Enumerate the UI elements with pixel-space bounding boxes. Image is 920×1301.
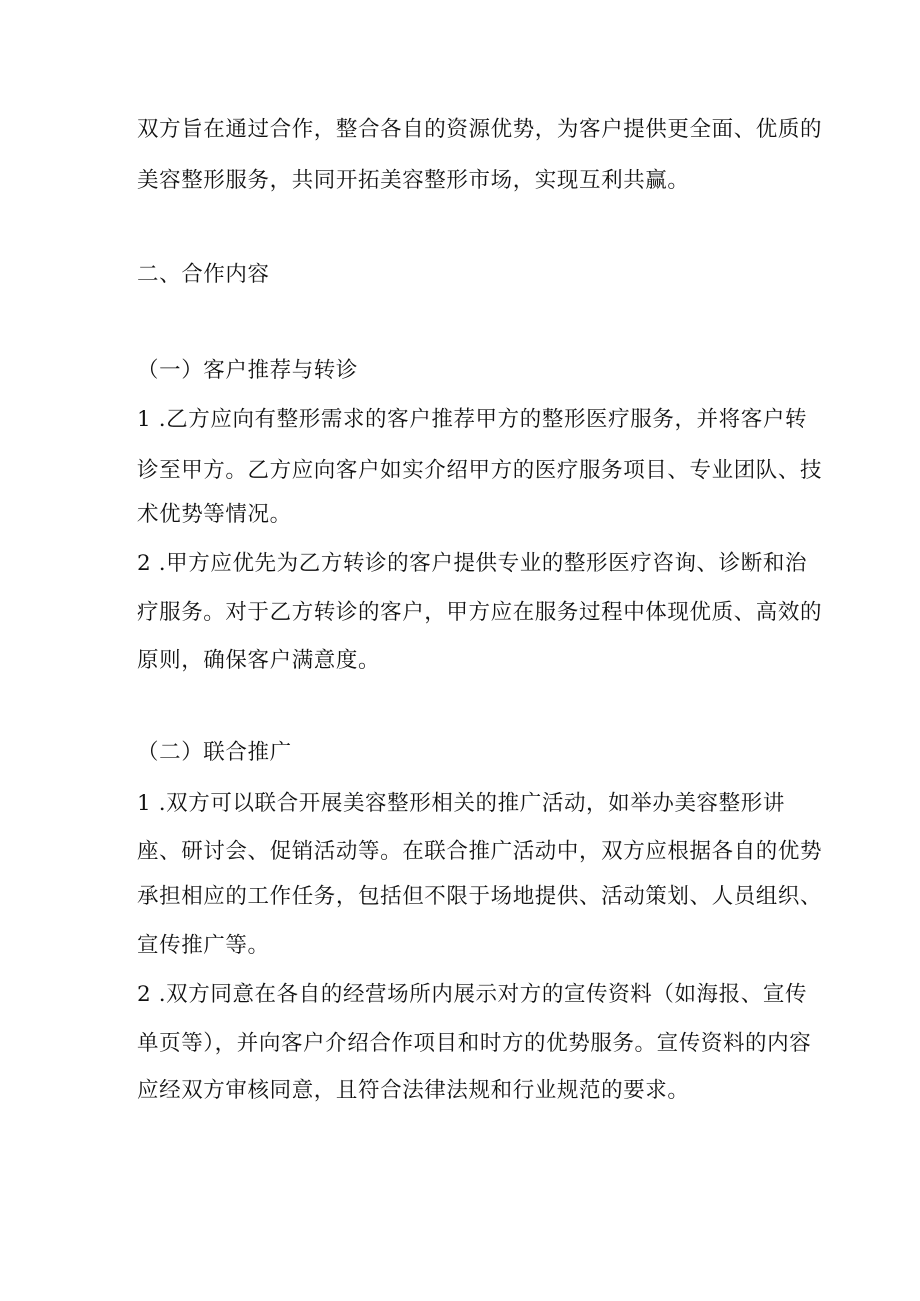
referral-item-1-line-3: 术优势等情况。: [137, 502, 292, 527]
section-heading-cooperation-content: 二、合作内容: [137, 262, 270, 287]
referral-item-2-line-3: 原则，确保客户满意度。: [137, 648, 381, 673]
intro-line-1: 双方旨在通过合作，整合各自的资源优势，为客户提供更全面、优质的: [137, 117, 823, 142]
subsection-heading-referral: （一）客户推荐与转诊: [137, 358, 359, 383]
promotion-item-1-line-1: 1 .双方可以联合开展美容整形相关的推广活动，如举办美容整形讲: [137, 791, 785, 816]
referral-item-2-line-2: 疗服务。对于乙方转诊的客户，甲方应在服务过程中体现优质、高效的: [137, 600, 823, 625]
promotion-item-2-line-2: 单页等），并向客户介绍合作项目和时方的优势服务。宣传资料的内容: [137, 1031, 812, 1056]
referral-item-1-line-1: 1 .乙方应向有整形需求的客户推荐甲方的整形医疗服务，并将客户转: [137, 407, 808, 432]
promotion-item-2-line-3: 应经双方审核同意，且符合法律法规和行业规范的要求。: [137, 1078, 690, 1103]
referral-item-2-line-1: 2 .甲方应优先为乙方转诊的客户提供专业的整形医疗咨询、诊断和治: [137, 551, 808, 576]
promotion-item-1-line-2: 座、研讨会、促销活动等。在联合推广活动中，双方应根据各自的优势: [137, 839, 823, 864]
referral-item-1-line-2: 诊至甲方。乙方应向客户如实介绍甲方的医疗服务项目、专业团队、技: [137, 458, 823, 483]
subsection-heading-joint-promotion: （二）联合推广: [137, 740, 292, 765]
intro-line-2: 美容整形服务，共同开拓美容整形市场，实现互利共赢。: [137, 168, 690, 193]
promotion-item-1-line-4: 宣传推广等。: [137, 933, 270, 958]
promotion-item-1-line-3: 承担相应的工作任务，包括但不限于场地提供、活动策划、人员组织、: [137, 884, 823, 909]
promotion-item-2-line-1: 2 .双方同意在各自的经营场所内展示对方的宣传资料（如海报、宣传: [137, 982, 808, 1007]
